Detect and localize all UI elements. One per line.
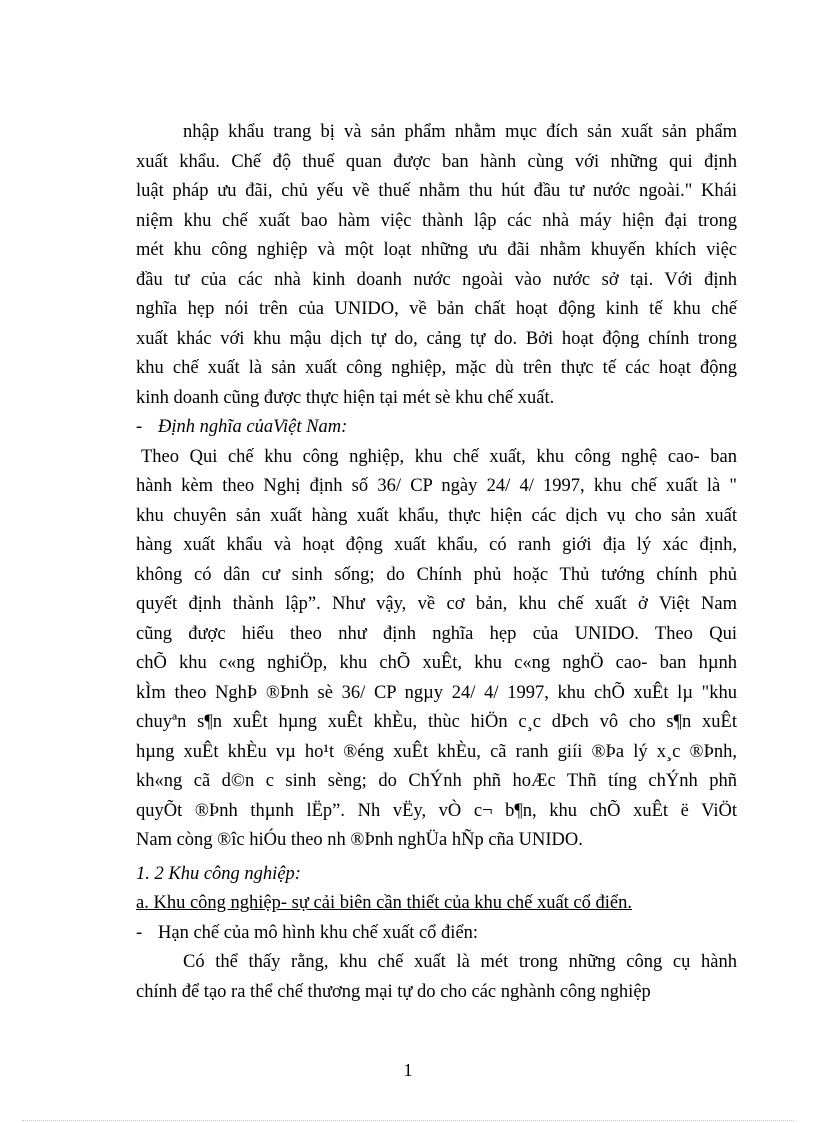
text-line: chính để tạo ra thể chế thương mại tự do cho các nghành công nghiệp (136, 981, 651, 1002)
page-number: 1 (403, 1060, 413, 1080)
text-line: Có thể thấy rằng, khu chế xuất là mét trong những công cụ hành (183, 952, 737, 972)
bullet-limitations (136, 919, 737, 949)
garbled-text-line: kÌm theo NghÞ ®Þnh sè 36/ CP ngµy 24/ 4/ 1997, khu chÕ xuÊt lµ "khu (136, 682, 737, 703)
dash-bullet: - (136, 922, 143, 943)
page-bottom-divider (22, 1120, 794, 1121)
page-body (136, 118, 737, 1007)
section-heading-1-2: 1. 2 Khu công nghiệp: (136, 863, 301, 884)
subheading-vietnam-definition (136, 413, 737, 443)
garbled-text-line: kh«ng cã d©n c sinh sèng; do ChÝnh phñ hoÆc Thñ tíng chÝnh phñ (136, 771, 737, 791)
section-heading-a: a. Khu công nghiệp- sự cải biên cần thiết của khu chế xuất cổ điển. (136, 893, 632, 913)
garbled-text-line: Nam còng ®îc hiÓu theo nh ®Þnh nghÜa hÑp cña UNIDO. (136, 830, 583, 850)
text-line: kinh doanh cũng được thực hiện tại mét sè khu chế xuất. (136, 387, 555, 408)
garbled-text-line: chÕ khu c«ng nghiÖp, khu chÕ xuÊt, khu c«ng nghÖ cao- ban hµnh (136, 653, 737, 673)
text-line: khu chuyên sản xuất hàng xuất khẩu, thực hiện các dịch vụ cho sản xuất (136, 505, 737, 526)
text-line: hàng xuất khẩu và hoạt động xuất khẩu, có ranh giới địa lý xác định, (136, 535, 737, 555)
text-line: luật pháp ưu đãi, chủ yếu về thuế nhằm thu hút đầu tư nước ngoài." Khái (136, 181, 737, 201)
text-line: mét khu công nghiệp và một loạt những ưu đãi nhằm khuyến khích việc (136, 240, 737, 260)
text-line: niệm khu chế xuất bao hàm việc thành lập các nhà máy hiện đại trong (136, 210, 737, 231)
text-line: hành kèm theo Nghị định số 36/ CP ngày 24/ 4/ 1997, khu chế xuất là " (136, 476, 737, 496)
dash-bullet: - (136, 417, 143, 437)
subheading-text: Định nghĩa củaViệt Nam: (158, 417, 348, 437)
text-line: xuất khác với khu mậu dịch tự do, cảng tự do. Bởi hoạt động chính trong (136, 328, 737, 349)
garbled-text-line: hµng xuÊt khÈu vµ ho¹t ®éng xuÊt khÈu, cã ranh giíi ®Þa lý x¸c ®Þnh, (136, 741, 737, 762)
text-line: khu chế xuất là sản xuất công nghiệp, mặc dù trên thực tế các hoạt động (136, 358, 737, 378)
text-line: xuất khẩu. Chế độ thuế quan được ban hành cùng với những qui định (136, 151, 737, 172)
text-line: cũng được hiểu theo như định nghĩa hẹp của UNIDO. Theo Qui (136, 623, 737, 644)
text-line: nhập khẩu trang bị và sản phẩm nhằm mục đích sản xuất sản phẩm (183, 122, 737, 142)
bullet-text: Hạn chế của mô hình khu chế xuất cổ điển: (158, 922, 479, 943)
text-line: Theo Qui chế khu công nghiệp, khu chế xuất, khu công nghệ cao- ban (141, 446, 737, 467)
text-line: không có dân cư sinh sống; do Chính phủ hoặc Thủ tướng chính phủ (136, 564, 737, 585)
garbled-text-line: chuyªn s¶n xuÊt hµng xuÊt khÈu, thùc hiÖn c¸c dÞch vô cho s¶n xuÊt (136, 712, 737, 732)
garbled-text-line: quyÕt ®Þnh thµnh lËp”. Nh vËy, vÒ c¬ b¶n, khu chÕ xuÊt ë ViÖt (136, 800, 737, 821)
text-line: đầu tư của các nhà kinh doanh nước ngoài vào nước sở tại. Với định (136, 269, 737, 290)
text-line: quyết định thành lập”. Như vậy, về cơ bản, khu chế xuất ở Việt Nam (136, 594, 737, 614)
text-line: nghĩa hẹp nói trên của UNIDO, về bản chất hoạt động kinh tế khu chế (136, 299, 737, 319)
